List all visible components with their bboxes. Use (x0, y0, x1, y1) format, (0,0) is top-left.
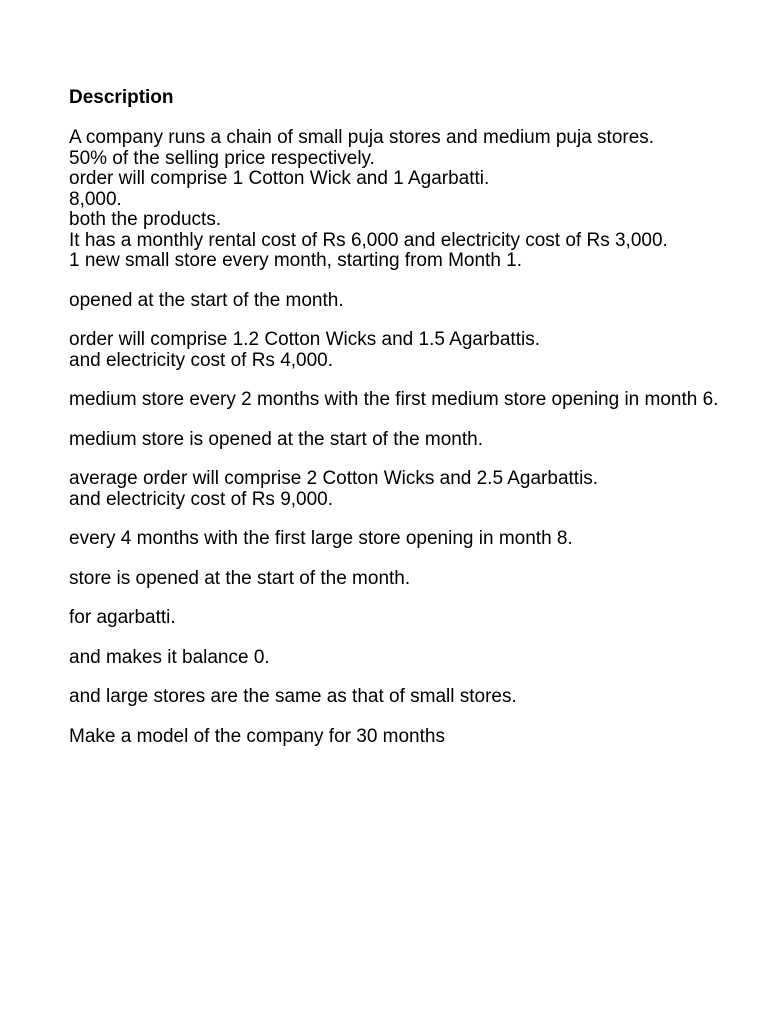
document-heading: Description (69, 87, 174, 108)
paragraph (69, 330, 768, 371)
paragraph (69, 569, 768, 590)
text-line: average order will comprise 2 Cotton Wicks and 2.5 Agarbattis. (69, 468, 599, 489)
paragraph (69, 128, 768, 272)
text-line: medium store is opened at the start of the month. (69, 428, 484, 450)
paragraph (69, 469, 768, 510)
text-line: store is opened at the start of the month. (69, 567, 411, 589)
document-body (69, 128, 768, 747)
text-line: opened at the start of the month. (69, 289, 344, 311)
text-line: order will comprise 1 Cotton Wick and 1 Agarbatti. (69, 168, 490, 189)
text-line: It has a monthly rental cost of Rs 6,000 and electricity cost of Rs 3,000. (69, 229, 668, 251)
text-line: and electricity cost of Rs 4,000. (69, 349, 334, 371)
text-line: Make a model of the company for 30 months (69, 725, 445, 747)
text-line: and electricity cost of Rs 9,000. (69, 488, 334, 510)
text-line: and makes it balance 0. (69, 646, 270, 668)
text-line: 50% of the selling price respectively. (69, 147, 375, 169)
paragraph (69, 529, 768, 550)
paragraph (69, 291, 768, 312)
paragraph (69, 390, 768, 411)
text-line: 8,000. (69, 188, 122, 210)
text-line: A company runs a chain of small puja stores and medium puja stores. (69, 127, 655, 148)
text-line: and large stores are the same as that of small stores. (69, 686, 517, 707)
text-line: both the products. (69, 209, 222, 230)
paragraph (69, 430, 768, 451)
text-line: order will comprise 1.2 Cotton Wicks and 1.5 Agarbattis. (69, 329, 540, 350)
text-line: medium store every 2 months with the first medium store opening in month 6. (69, 389, 719, 410)
paragraph (69, 727, 768, 748)
text-line: every 4 months with the first large store opening in month 8. (69, 528, 573, 549)
paragraph (69, 608, 768, 629)
document-content (69, 86, 768, 766)
text-line: for agarbatti. (69, 607, 176, 628)
paragraph (69, 687, 768, 708)
text-line: 1 new small store every month, starting from Month 1. (69, 250, 523, 271)
paragraph (69, 648, 768, 669)
